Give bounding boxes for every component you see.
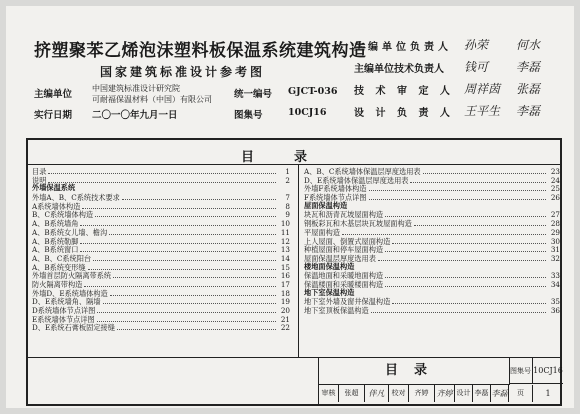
toc-entry-title: A、B系统墙角 xyxy=(32,219,79,229)
toc-heading: 目录 xyxy=(240,150,347,165)
toc-section-heading xyxy=(304,289,560,298)
toc-entry-title: 外墙A、B、C系统技术要求 xyxy=(32,193,120,203)
toc-entry-page: 17 xyxy=(280,279,290,289)
signature-label-4: 设 计 负 责 人 xyxy=(354,108,454,119)
toc-left-column xyxy=(32,167,290,332)
toc-entry-title: 块瓦和沥青瓦坡屋面构造 xyxy=(304,210,384,220)
toc-entry xyxy=(304,228,560,237)
toc-entry-title: A、B系统女儿墙、檐沟 xyxy=(32,227,108,237)
toc-entry xyxy=(32,167,290,176)
toc-entry-page: 21 xyxy=(280,314,290,324)
toc-entry-title: 屋面保温构造 xyxy=(304,200,348,210)
toc-leader-dots xyxy=(97,306,276,313)
toc-entry-title: 防火隔离带构造 xyxy=(32,279,83,289)
toc-entry-page: 16 xyxy=(280,271,290,281)
toc-entry xyxy=(32,210,290,219)
toc-leader-dots xyxy=(117,323,276,330)
toc-entry-title: 楼地面保温构造 xyxy=(304,261,355,271)
toc-leader-dots xyxy=(369,193,547,200)
toc-entry xyxy=(32,315,290,324)
toc-leader-dots xyxy=(48,167,276,174)
toc-leader-dots xyxy=(371,306,546,313)
toc-leader-dots xyxy=(113,271,276,278)
toc-leader-dots xyxy=(48,176,276,183)
drawing-sheet xyxy=(6,6,574,408)
toc-entry xyxy=(32,280,290,289)
toc-entry-title: A、B、C系统阳台 xyxy=(32,253,92,263)
toc-leader-dots xyxy=(356,263,546,269)
toc-leader-dots xyxy=(369,184,547,191)
signature-label-2: 主编单位技术负责人 xyxy=(354,64,444,75)
toc-entry-page: 34 xyxy=(550,279,560,289)
date-label: 实行日期 xyxy=(34,110,73,121)
toc-entry-title: A系统墙体构造 xyxy=(32,201,81,211)
toc-entry-page: 23 xyxy=(550,167,560,176)
toc-entry-title: 外墙保温系统 xyxy=(32,183,76,193)
toc-entry-title: 上人屋面、倒置式屋面构造 xyxy=(304,236,391,246)
toc-leader-dots xyxy=(342,228,546,235)
toc-heading-rule xyxy=(28,164,560,165)
check-label: 校对 xyxy=(389,385,409,402)
toc-entry-title: D、E系统石膏板固定接缝 xyxy=(32,323,115,333)
code-label: 统一编号 xyxy=(234,89,273,100)
toc-entry-title: 外墙F系统墙体构造 xyxy=(304,184,367,194)
toc-entry-page: 33 xyxy=(550,271,560,281)
compiler-org-2: 可耐福保温材料（中国）有限公司 xyxy=(92,95,212,104)
toc-leader-dots xyxy=(378,254,546,261)
title-block-set-label: 图集号 xyxy=(509,358,533,384)
toc-column-divider xyxy=(298,165,299,357)
review-signature: 伴凡 xyxy=(365,385,389,402)
toc-entry xyxy=(304,306,560,315)
toc-entry-page: 30 xyxy=(550,236,560,246)
signature-label-3: 技 术 审 定 人 xyxy=(354,86,454,97)
document-title: 挤塑聚苯乙烯泡沫塑料板保温系统建筑构造 xyxy=(34,41,367,61)
signature-name-1a: 孙荣 xyxy=(464,38,489,52)
toc-entry-title: D、E系统墙体保温层厚度选用表 xyxy=(304,175,409,185)
review-label: 审核 xyxy=(319,385,339,402)
toc-entry-page: 11 xyxy=(280,227,290,237)
toc-entry xyxy=(32,289,290,298)
toc-entry-page: 10 xyxy=(280,219,290,229)
toc-entry-title: 目录 xyxy=(32,167,47,176)
toc-entry-title: A、B、C系统墙体保温层厚度选用表 xyxy=(304,167,421,176)
design-signature: 李磊 xyxy=(491,385,509,402)
toc-entry-page: 8 xyxy=(285,201,290,211)
toc-leader-dots xyxy=(414,219,546,226)
toc-leader-dots xyxy=(392,297,546,304)
toc-entry-page: 1 xyxy=(285,167,290,176)
design-label: 设计 xyxy=(455,385,473,402)
toc-entry-title: E系统墙体节点详图 xyxy=(32,314,95,324)
toc-leader-dots xyxy=(349,202,546,208)
toc-entry-title: 平屋面构造 xyxy=(304,227,340,237)
toc-entry xyxy=(32,219,290,228)
toc-entry-title: 说明 xyxy=(32,175,47,185)
toc-leader-dots xyxy=(356,289,546,295)
toc-entry xyxy=(304,245,560,254)
toc-entry xyxy=(32,245,290,254)
compiler-label: 主编单位 xyxy=(34,89,73,100)
toc-entry xyxy=(32,297,290,306)
document-subtitle: 国家建筑标准设计参考图 xyxy=(100,65,266,79)
title-block-title: 目录 xyxy=(319,358,510,385)
toc-leader-dots xyxy=(110,289,276,296)
toc-entry-title: 外墙D、E系统墙体构造 xyxy=(32,288,108,298)
toc-entry-page: 25 xyxy=(550,184,560,194)
toc-leader-dots xyxy=(80,237,276,244)
toc-leader-dots xyxy=(423,167,546,174)
toc-entry-page: 29 xyxy=(550,227,560,237)
toc-entry-page: 12 xyxy=(280,236,290,246)
toc-leader-dots xyxy=(88,263,276,270)
toc-leader-dots xyxy=(385,271,546,278)
toc-entry xyxy=(304,167,560,176)
signature-name-4b: 李磊 xyxy=(516,104,541,118)
toc-entry-title: 钢板彩瓦和木基层块瓦坡屋面构造 xyxy=(304,219,412,229)
page-label: 页 xyxy=(509,385,533,402)
signature-name-4a: 王平生 xyxy=(464,104,501,118)
toc-entry-page: 24 xyxy=(550,175,560,185)
toc-entry-page: 36 xyxy=(550,306,560,315)
toc-entry xyxy=(304,271,560,280)
signature-name-2b: 李磊 xyxy=(516,60,541,74)
toc-entry xyxy=(304,210,560,219)
toc-entry xyxy=(304,176,560,185)
toc-entry-page: 31 xyxy=(550,245,560,255)
toc-leader-dots xyxy=(93,254,276,261)
toc-section-heading xyxy=(304,263,560,272)
date-value: 二〇一〇年九月一日 xyxy=(92,110,178,121)
review-name: 张超 xyxy=(339,385,365,402)
page-value: 1 xyxy=(545,389,551,398)
signature-name-3b: 张磊 xyxy=(516,82,541,96)
toc-entry-page: 22 xyxy=(280,323,290,333)
toc-entry-title: 地下室顶板保温构造 xyxy=(304,306,369,315)
toc-entry-title: 保温地面和采暖地面构造 xyxy=(304,271,384,281)
toc-entry-page: 2 xyxy=(285,175,290,185)
signature-label-1: 主编单位负责人 xyxy=(354,42,452,53)
toc-leader-dots xyxy=(97,315,276,322)
toc-leader-dots xyxy=(84,280,276,287)
toc-entry-page: 9 xyxy=(285,210,290,220)
toc-entry-title: F系统墙体节点详图 xyxy=(304,193,367,203)
toc-entry-title: 地下室保温构造 xyxy=(304,287,355,297)
toc-entry-page: 26 xyxy=(550,193,560,203)
title-block-signature-row xyxy=(319,385,560,402)
toc-entry-title: B、C系统墙体构造 xyxy=(32,210,94,220)
toc-entry-title: D、E系统墙角、隔墙 xyxy=(32,297,101,307)
signature-name-2a: 钱可 xyxy=(464,60,489,74)
set-label: 图集号 xyxy=(234,110,263,121)
toc-entry-title: A、B系统窗口 xyxy=(32,245,79,255)
toc-entry-title: D系统墙体节点详图 xyxy=(32,306,96,315)
toc-entry xyxy=(304,297,560,306)
toc-leader-dots xyxy=(80,219,276,226)
toc-entry-title: A、B系统勒脚 xyxy=(32,236,79,246)
toc-entry xyxy=(32,263,290,272)
toc-right-column xyxy=(304,167,560,315)
toc-leader-dots xyxy=(392,237,546,244)
toc-entry xyxy=(304,237,560,246)
toc-entry-title: 地下室外墙及窗井保温构造 xyxy=(304,297,391,307)
toc-leader-dots xyxy=(80,245,276,252)
toc-entry-page: 32 xyxy=(550,253,560,263)
toc-entry-page: 7 xyxy=(285,193,290,203)
signature-name-3a: 周祥茵 xyxy=(464,82,501,96)
toc-entry-page: 20 xyxy=(280,306,290,315)
toc-entry xyxy=(32,237,290,246)
toc-entry-title: A、B系统变形缝 xyxy=(32,262,86,272)
toc-entry xyxy=(304,184,560,193)
toc-entry xyxy=(32,323,290,332)
check-name: 齐婷 xyxy=(409,385,435,402)
code-value: GJCT-036 xyxy=(288,86,338,97)
toc-entry-page: 35 xyxy=(550,297,560,307)
design-name: 李磊 xyxy=(473,385,491,402)
toc-entry-page: 15 xyxy=(280,262,290,272)
toc-leader-dots xyxy=(95,210,276,217)
toc-entry xyxy=(32,306,290,315)
toc-entry-title: 种植屋面和停车屋面构造 xyxy=(304,245,384,255)
toc-entry-title: 保温楼面和采暖楼面构造 xyxy=(304,279,384,289)
toc-entry xyxy=(32,254,290,263)
toc-entry-page: 18 xyxy=(280,288,290,298)
toc-entry-title: 外墙首层防火隔离带系统 xyxy=(32,271,112,281)
toc-entry-page: 13 xyxy=(280,245,290,255)
set-value: 10CJ16 xyxy=(288,107,327,118)
toc-entry xyxy=(32,228,290,237)
title-block xyxy=(318,357,563,404)
toc-entry-page: 14 xyxy=(280,253,290,263)
title-block-set-value: 10CJ16 xyxy=(533,358,563,384)
toc-leader-dots xyxy=(77,184,276,190)
toc-entry xyxy=(32,271,290,280)
toc-entry xyxy=(32,193,290,202)
title-block-blank-area xyxy=(28,357,318,404)
toc-leader-dots xyxy=(385,280,546,287)
toc-leader-dots xyxy=(385,210,546,217)
toc-frame xyxy=(26,138,562,406)
toc-leader-dots xyxy=(109,228,276,235)
toc-entry-page: 19 xyxy=(280,297,290,307)
toc-leader-dots xyxy=(103,297,276,304)
toc-leader-dots xyxy=(385,245,546,252)
toc-entry xyxy=(304,219,560,228)
toc-leader-dots xyxy=(122,193,276,200)
check-signature: 齐婷 xyxy=(435,385,455,402)
toc-entry-title: 屋面保温层厚度选用表 xyxy=(304,253,376,263)
toc-leader-dots xyxy=(82,202,276,209)
toc-entry xyxy=(32,202,290,211)
toc-section-heading xyxy=(304,202,560,211)
signature-name-1b: 何水 xyxy=(516,38,541,52)
toc-entry-page: 28 xyxy=(550,219,560,229)
toc-leader-dots xyxy=(410,176,546,183)
compiler-org-1: 中国建筑标准设计研究院 xyxy=(92,84,180,93)
toc-entry-page: 27 xyxy=(550,210,560,220)
toc-section-heading xyxy=(32,184,290,193)
